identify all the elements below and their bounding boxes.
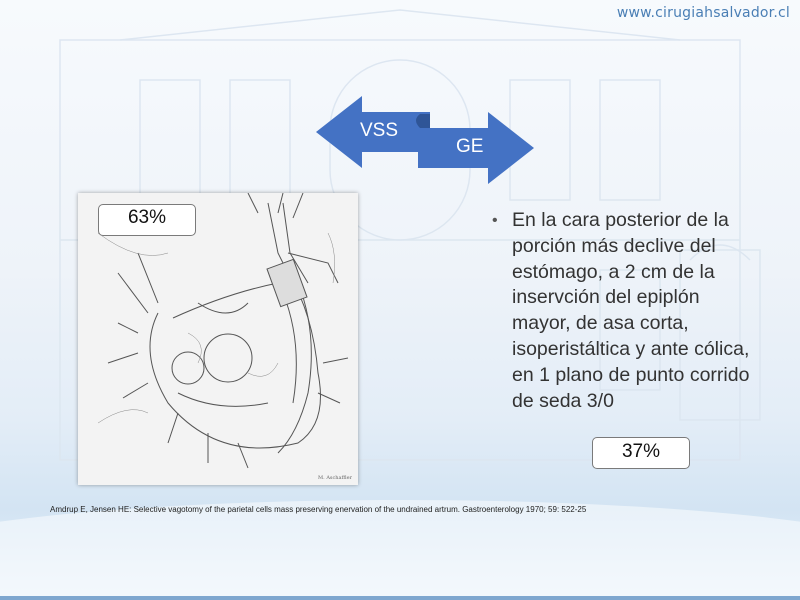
bottom-divider	[0, 596, 800, 600]
illustrator-signature: M. Aschaffler	[318, 475, 352, 481]
percentage-box-63: 63%	[98, 204, 196, 236]
vss-label: VSS	[360, 120, 399, 141]
stomach-drawing	[78, 193, 358, 485]
bullet-text: En la cara posterior de la porción más declive del estómago, a 2 cm de la inservción del epiplón mayor, de asa corta, isoperistáltica y ante cólica, en 1 plano de punto corrido de seda 3/0	[512, 209, 750, 412]
bullet-icon: •	[492, 212, 498, 229]
bullet-point	[492, 208, 762, 414]
ge-label: GE	[456, 136, 484, 157]
website-url: www.cirugiahsalvador.cl	[616, 5, 790, 21]
surgical-illustration	[78, 193, 358, 485]
citation: Amdrup E, Jensen HE: Selective vagotomy of the parietal cells mass preserving enervation of the undrained artrum. Gastroenterology 1970; 59: 522-25	[50, 505, 587, 514]
vss-ge-arrows	[316, 96, 538, 184]
double-arrow-icon	[316, 96, 538, 184]
percentage-box-37: 37%	[592, 437, 690, 469]
